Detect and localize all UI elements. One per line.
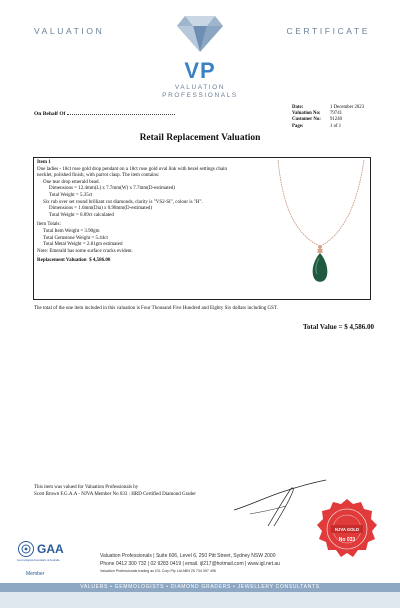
total-value: Total Value = $ 4,586.00 <box>302 323 374 331</box>
gaa-logo <box>17 541 77 573</box>
meta-row-page: Page: 1 of 1 <box>292 123 342 129</box>
svg-text:No 033: No 033 <box>338 537 356 543</box>
logo-line-valuation: VALUATION <box>174 84 226 91</box>
on-behalf-of-line <box>67 114 175 115</box>
pendant-photo <box>272 160 368 297</box>
item-heading: Item 1 <box>37 160 51 165</box>
certificate-header <box>0 0 400 110</box>
replacement-valuation <box>37 258 285 265</box>
item-box <box>33 157 371 300</box>
stone-1-dimensions: Dimensions = 12.4mm(L) x 7.7mm(W) x 7.7mm(D-estimated) <box>49 186 175 192</box>
item-totals-heading: Item Totals: <box>37 222 61 228</box>
vp-logo: VP <box>184 58 216 83</box>
item-description-2: necklet, polished finish, with parrot clasp. The item contains: <box>37 173 160 179</box>
svg-text:NJVA GOLD: NJVA GOLD <box>335 527 359 532</box>
item-note: Note: Emerald has some surface cracks evident. <box>37 248 133 254</box>
signoff-line-2: Scott Brown F.G.A.A - NJVA Member No 033 : HRD Certified Diamond Grader <box>34 491 196 497</box>
footer-phone-line: Phone 0412 300 732 | 02 9283 0419 | email. ijl217@hotmail.com | www.igl.net.au <box>100 560 280 567</box>
gaa-text: GAA <box>37 542 64 556</box>
stone-1-weight: Total Weight = 5.35ct <box>49 192 93 198</box>
meta-row-valuation-no: Valuation No: 79741 <box>292 111 342 117</box>
logo-line-professionals: PROFESSIONALS <box>162 92 238 99</box>
signoff-line-1: This item was valued for Valuation Professionals by <box>34 485 139 490</box>
item-description-1: One ladies - 18ct rose gold drop pendant on a 18ct rose gold oval link with bezel settings chain <box>37 166 227 172</box>
stone-2-dimensions: Dimensions = 1.6mm(Dia) x 0.98mm(D-estimated) <box>49 206 153 212</box>
footer-services-bar: VALUERS • GEMMOLOGISTS • DIAMOND GRADERS • JEWELLERY CONSULTANTS <box>0 583 400 592</box>
stone-2: Six rub over set round brilliant cut diamonds, clarity is "VS2-SI", colour is "H". <box>43 199 203 205</box>
njva-seal-stamp <box>316 498 378 560</box>
footer-address <box>100 553 400 576</box>
on-behalf-of-label: On Behalf Of <box>34 111 66 117</box>
header-certificate-word: CERTIFICATE <box>286 26 370 36</box>
total-gemstone-weight: Total Gemstone Weight = 5.44ct <box>43 235 108 241</box>
page-title: Retail Replacement Valuation <box>139 133 261 143</box>
footer-base-bar <box>0 592 400 608</box>
valuer-signoff <box>34 485 196 498</box>
member-label: Member <box>26 571 45 577</box>
item-details <box>37 160 285 265</box>
total-item-weight: Total Item Weight = 3.90gm <box>43 228 100 234</box>
footer-address-line: Valuation Professionals | Suite 606, Level 6, 250 Pitt Street, Sydney NSW 2000 <box>100 553 276 559</box>
gaa-subtitle: Gemmological Association of Australia <box>17 559 60 562</box>
certificate-meta <box>292 105 364 130</box>
footer-company-line: Valuation Professionals trading as IGL Corp Pty Ltd ABN 25 734 397 496 <box>100 569 216 573</box>
summary-text: The total of the one item included in this valuation is Four Thousand Five Hundred and Eighty Six dollars including GST. <box>34 306 278 311</box>
on-behalf-of <box>34 111 175 117</box>
signature <box>230 470 330 530</box>
diamond-icon <box>177 14 223 52</box>
replacement-valuation-amount: $ 4,586.00 <box>89 258 111 264</box>
total-metal-weight: Total Metal Weight = 2.81gm estimated <box>43 242 123 248</box>
meta-row-date: Date: 1 December 2023 <box>292 105 365 110</box>
replacement-valuation-label: Replacement Valuation <box>37 258 87 264</box>
stone-1: One tear drop emerald bead. <box>43 179 100 185</box>
stone-2-weight: Total Weight = 0.09ct calculated <box>49 212 114 218</box>
meta-row-customer-no: Customer No: 91240 <box>292 117 342 123</box>
header-valuation-word: VALUATION <box>34 26 105 36</box>
gaa-emblem-icon <box>17 541 35 557</box>
